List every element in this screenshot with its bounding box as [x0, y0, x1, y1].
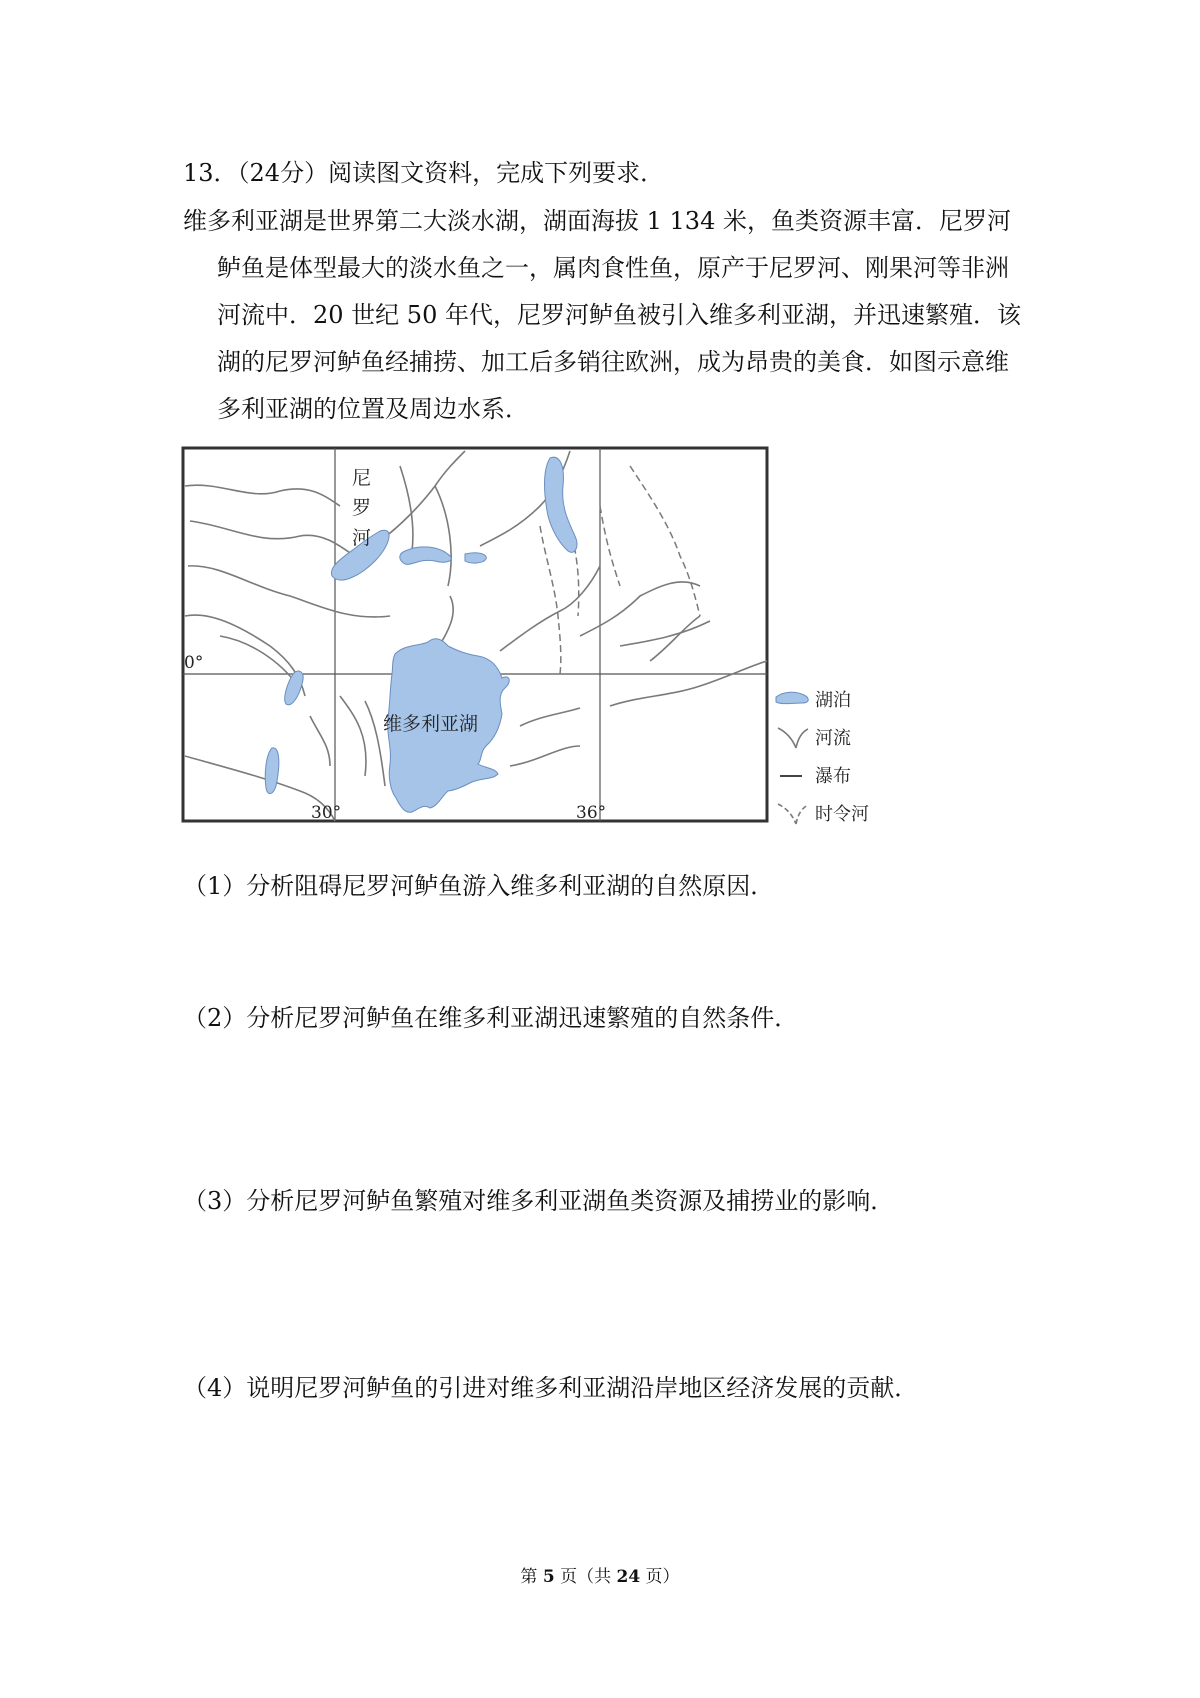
legend-seasonal-river-label: 时令河 — [815, 804, 869, 825]
question-header: 13．（24分）阅读图文资料，完成下列要求． — [183, 159, 665, 187]
legend-river-label: 河流 — [815, 728, 851, 749]
paragraph-line-4: 湖的尼罗河鲈鱼经捕捞、加工后多销往欧洲，成为昂贵的美食．如图示意维 — [217, 348, 1009, 376]
legend-lake-label: 湖泊 — [815, 690, 851, 711]
lake-victoria-label: 维多利亚湖 — [383, 713, 479, 735]
sub-question-1: （1）分析阻碍尼罗河鲈鱼游入维多利亚湖的自然原因． — [183, 872, 775, 900]
footer-middle: 页（共 — [554, 1567, 617, 1587]
map-legend — [776, 690, 869, 825]
victoria-lake-map — [180, 446, 895, 826]
longitude-label-30: 30° — [311, 803, 342, 823]
sub-question-4: （4）说明尼罗河鲈鱼的引进对维多利亚湖沿岸地区经济发展的贡献． — [183, 1374, 919, 1402]
legend-waterfall-label: 瀑布 — [815, 766, 851, 787]
paragraph-line-2: 鲈鱼是体型最大的淡水鱼之一，属肉食性鱼，原产于尼罗河、刚果河等非洲 — [217, 254, 1009, 282]
paragraph-line-3: 河流中．20 世纪 50 年代，尼罗河鲈鱼被引入维多利亚湖，并迅速繁殖．该 — [217, 301, 1021, 329]
legend-lake-icon — [776, 692, 808, 703]
legend-seasonal-river-icon — [778, 804, 808, 824]
nile-label-char: 尼 — [352, 467, 372, 489]
paragraph-line-1: 维多利亚湖是世界第二大淡水湖，湖面海拔 1 134 米，鱼类资源丰富．尼罗河 — [183, 207, 1011, 235]
page-footer — [0, 1562, 1200, 1592]
nile-label-char: 罗 — [352, 497, 372, 519]
sub-question-3: （3）分析尼罗河鲈鱼繁殖对维多利亚湖鱼类资源及捕捞业的影响． — [183, 1187, 895, 1215]
footer-total-pages: 24 — [616, 1567, 641, 1587]
lake-kyoga-east — [465, 553, 486, 563]
paragraph-line-5: 多利亚湖的位置及周边水系． — [217, 395, 529, 423]
latitude-label-0: 0° — [184, 653, 204, 673]
longitude-label-36: 36° — [576, 803, 607, 823]
sub-question-2: （2）分析尼罗河鲈鱼在维多利亚湖迅速繁殖的自然条件． — [183, 1004, 799, 1032]
footer-page-number: 5 — [542, 1567, 555, 1587]
legend-river-icon — [778, 728, 808, 748]
nile-label-char: 河 — [352, 527, 372, 549]
nile-label — [352, 467, 371, 549]
footer-suffix: 页） — [640, 1567, 680, 1587]
footer-prefix: 第 — [520, 1567, 543, 1587]
